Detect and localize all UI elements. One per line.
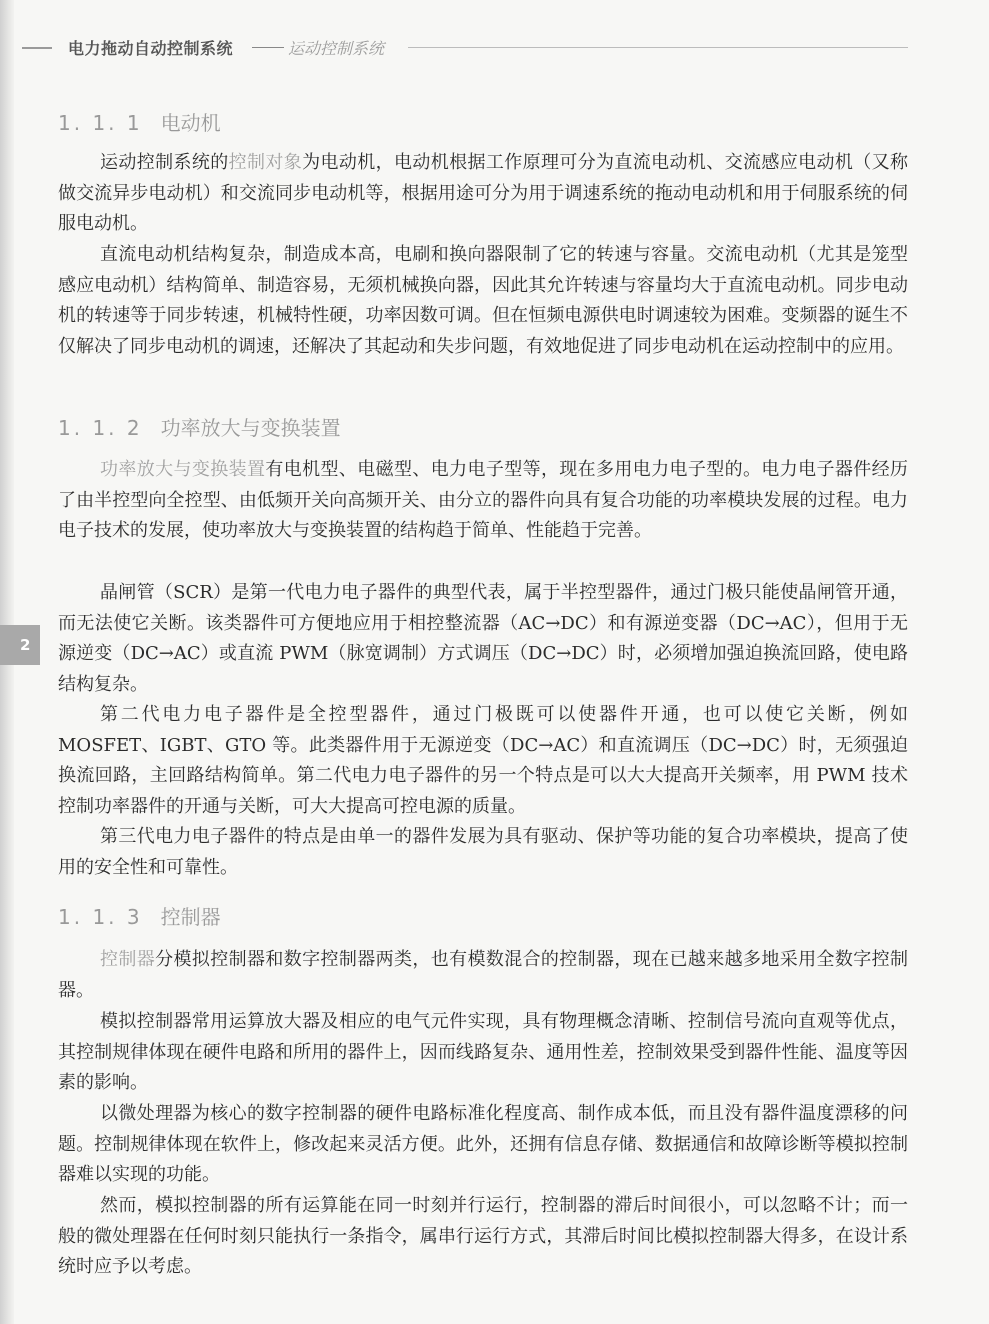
section-heading (58, 107, 221, 136)
book-subtitle: 运动控制系统 (288, 39, 385, 58)
page-number: 2 (20, 636, 31, 654)
book-title: 电力拖动自动控制系统 (68, 39, 234, 58)
paragraph-text: 直流电动机结构复杂，制造成本高，电刷和换向器限制了它的转速与容量。交流电动机（尤其是笼型感应电动机）结构简单、制造容易，无须机械换向器，因此其允许转速与容量均大于直流电动机。同步电动机的转速等于同步转速，机械特性硬，功率因数可调。但在恒频电源供电时调速较为困难。变频器的诞生不仅解决了同步电动机的调速，还解决了其起动和失步问题，有效地促进了同步电动机在运动控制中的应用。 (58, 244, 908, 357)
paragraph-text: 为电动机，电动机根据工作原理可分为直流电动机、交流感应电动机（又称做交流异步电动机）和交流同步电动机等，根据用途可分为用于调速系统的拖动电动机和用于伺服系统的伺服电动机。 (58, 152, 909, 235)
section-title: 电动机 (160, 111, 221, 135)
paragraph (58, 240, 908, 362)
paragraph (58, 1099, 908, 1191)
paragraph-text: 有电机型、电磁型、电力电子型等，现在多用电力电子型的。电力电子器件经历了由半控型向全控型、由低频开关向高频开关、由分立的器件向具有复合功能的功率模块发展的过程。电力电子技术的发展，使功率放大与变换装置的结构趋于简单、性能趋于完善。 (58, 459, 909, 542)
section-heading (58, 412, 341, 441)
section-number: 1. 1. 3 (58, 905, 143, 929)
paragraph (58, 945, 908, 1006)
header-rule (408, 47, 908, 48)
highlight-term: 控制对象 (228, 152, 303, 173)
header-separator (252, 47, 284, 48)
paragraph-text: 模拟控制器常用运算放大器及相应的电气元件实现，具有物理概念清晰、控制信号流向直观等优点，其控制规律体现在硬件电路和所用的器件上，因而线路复杂、通用性差，控制效果受到器件性能、温度等因素的影响。 (58, 1011, 908, 1094)
highlight-term: 功率放大与变换装置 (100, 459, 266, 480)
paragraph-text: 以微处理器为核心的数字控制器的硬件电路标准化程度高、制作成本低，而且没有器件温度漂移的问题。控制规律体现在软件上，修改起来灵活方便。此外，还拥有信息存储、数据通信和故障诊断等模拟控制器难以实现的功能。 (58, 1103, 908, 1186)
section-heading (58, 901, 221, 930)
paragraph-text: 然而，模拟控制器的所有运算能在同一时刻并行运行，控制器的滞后时间很小，可以忽略不计；而一般的微处理器在任何时刻只能执行一条指令，属串行运行方式，其滞后时间比模拟控制器大得多，在设计系统时应予以考虑。 (58, 1195, 908, 1278)
paragraph-text: 第三代电力电子器件的特点是由单一的器件发展为具有驱动、保护等功能的复合功率模块，提高了使用的安全性和可靠性。 (58, 826, 908, 878)
paragraph (58, 578, 908, 700)
paragraph (58, 822, 908, 883)
paragraph-text: 分模拟控制器和数字控制器两类，也有模数混合的控制器，现在已越来越多地采用全数字控制器。 (58, 949, 909, 1001)
running-header (0, 30, 989, 66)
section-title: 控制器 (160, 905, 221, 929)
paragraph (58, 455, 908, 547)
paragraph (58, 700, 908, 822)
paragraph (58, 1007, 908, 1099)
paragraph-text: 第二代电力电子器件是全控型器件，通过门极既可以使器件开通，也可以使它关断，例如 MOSFET、IGBT、GTO 等。此类器件用于无源逆变（DC→AC）和直流调压（DC→DC）时，无须强迫换流回路，主回路结构简单。第二代电力电子器件的另一个特点是可以大大提高开关频率，用 PWM 技术控制功率器件的开通与关断，可大大提高可控电源的质量。 (58, 704, 908, 817)
highlight-term: 控制器 (100, 949, 156, 970)
section-title: 功率放大与变换装置 (160, 416, 341, 440)
section-number: 1. 1. 1 (58, 111, 143, 135)
header-dash (22, 47, 52, 49)
paragraph-lead: 运动控制系统的 (100, 152, 229, 173)
page-number-tab (0, 625, 40, 665)
paragraph-text: 晶闸管（SCR）是第一代电力电子器件的典型代表，属于半控型器件，通过门极只能使晶闸管开通，而无法使它关断。该类器件可方便地应用于相控整流器（AC→DC）和有源逆变器（DC→AC），但用于无源逆变（DC→AC）或直流 PWM（脉宽调制）方式调压（DC→DC）时，必须增加强迫换流回路，使电路结构复杂。 (58, 582, 908, 695)
paragraph (58, 148, 908, 240)
paragraph (58, 1191, 908, 1283)
section-number: 1. 1. 2 (58, 416, 143, 440)
